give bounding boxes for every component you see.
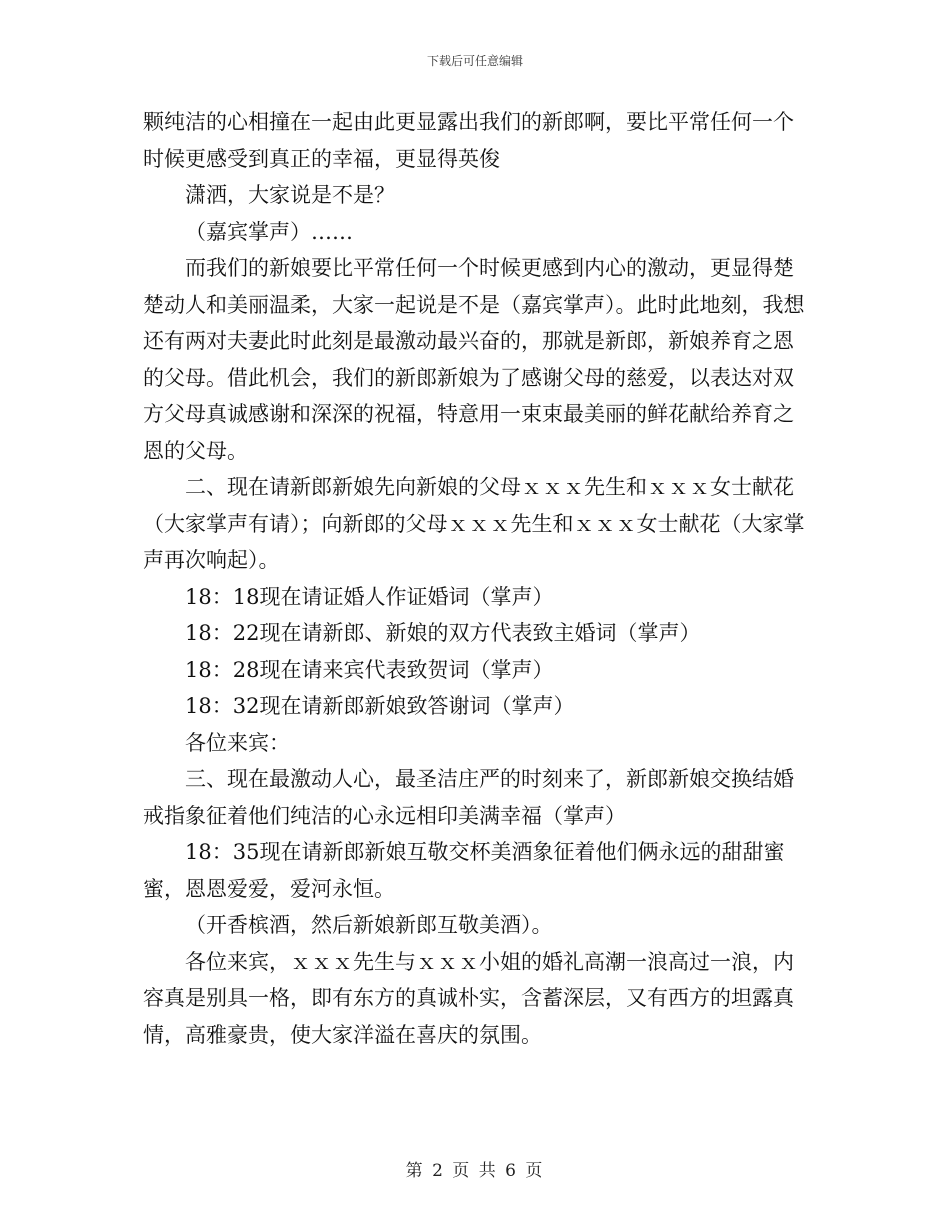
- paragraph: 18：35现在请新郎新娘互敬交杯美酒象征着他们俩永远的甜甜蜜蜜，恩恩爱爱，爱河永恒。: [143, 840, 785, 901]
- paragraph: 三、现在最激动人心，最圣洁庄严的时刻来了，新郎新娘交换结婚戒指象征着他们纯洁的心永远相印美满幸福（掌声）: [143, 767, 794, 828]
- paragraph: 颗纯洁的心相撞在一起由此更显露出我们的新郎啊，要比平常任何一个时候更感受到真正的幸福，更显得英俊: [143, 110, 794, 171]
- paragraph: 18：22现在请新郎、新娘的双方代表致主婚词（掌声）: [185, 621, 701, 645]
- paragraph: 18：28现在请来宾代表致贺词（掌声）: [185, 657, 554, 682]
- paragraph: 二、现在请新郎新娘先向新娘的父母ｘｘｘ先生和ｘｘｘ女士献花（大家掌声有请）；向新郎的父母ｘｘｘ先生和ｘｘｘ女士献花（大家掌声再次响起）。: [143, 475, 805, 572]
- paragraph: 各位来宾：: [185, 730, 290, 755]
- page-number: 第 2 页 共 6 页: [405, 1161, 545, 1181]
- paragraph: （嘉宾掌声）……: [185, 219, 353, 244]
- paragraph: 各位来宾，ｘｘｘ先生与ｘｘｘ小姐的婚礼高潮一浪高过一浪，内容真是别具一格，即有东方的真诚朴实，含蓄深层，又有西方的坦露真情，高雅豪贵，使大家洋溢在喜庆的氛围。: [143, 949, 794, 1047]
- page-header: 下载后可任意编辑: [426, 54, 523, 68]
- paragraph: 而我们的新娘要比平常任何一个时候更感到内心的激动，更显得楚楚动人和美丽温柔，大家一起说是不是（嘉宾掌声）。此时此地刻，我想还有两对夫妻此时此刻是最激动最兴奋的，那就是新郎，新娘养育之恩的父母。借此机会，我们的新郎新娘为了感谢父母的慈爱，以表达对双方父母真诚感谢和深深的祝福，特意用一束束最美丽的鲜花献给养育之恩的父母。: [143, 256, 805, 463]
- paragraph: 18：32现在请新郎新娘致答谢词（掌声）: [185, 694, 575, 718]
- paragraph: 潇洒，大家说是不是？: [185, 183, 395, 207]
- paragraph: 18：18现在请证婚人作证婚词（掌声）: [185, 584, 554, 609]
- document-body: [143, 104, 809, 1053]
- paragraph: （开香槟酒，然后新娘新郎互敬美酒）。: [185, 913, 553, 937]
